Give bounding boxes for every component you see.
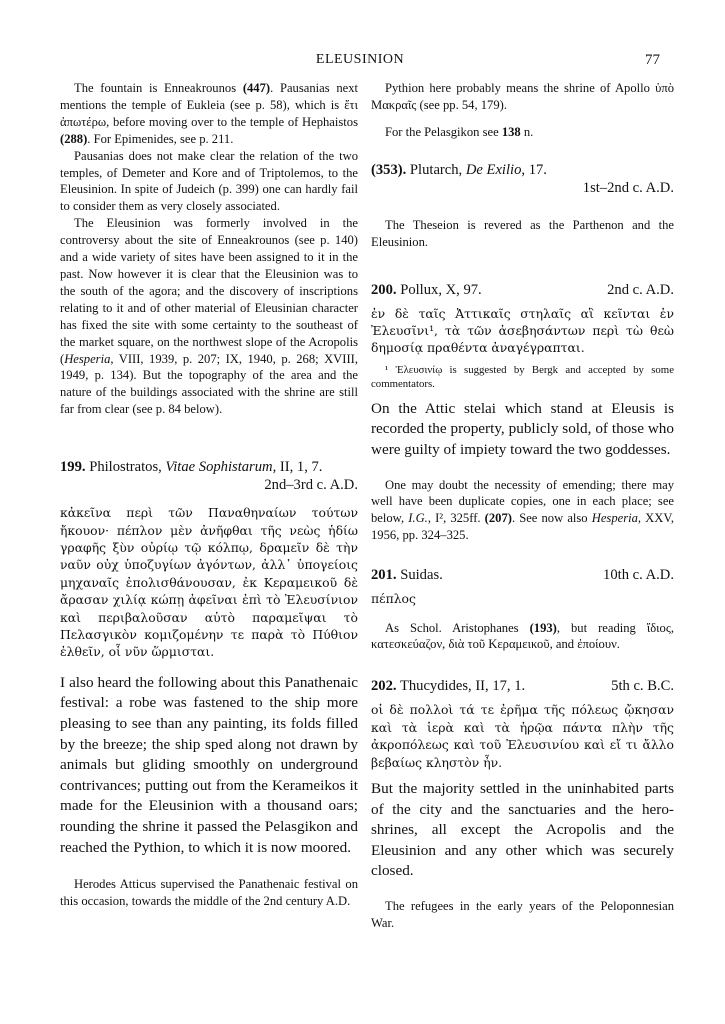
cross-reference: (288) [60,131,88,146]
entry-heading: 200. Pollux, X, 97. 2nd c. A.D. [371,281,674,298]
entry-heading: 199. Philostratos, Vitae Sophistarum, II, 1, 7. [60,459,323,476]
footnote: ¹ Ἐλευσινίῳ is suggested by Bergk and accepted by some commentators. [371,363,674,390]
entry-heading: (353). Plutarch, De Exilio, 17. [371,161,547,178]
entry-date: 5th c. B.C. [611,678,674,695]
translation: But the majority settled in the uninhabited parts of the city and the sanctuaries and the hero-shrines, all except the Acropolis and the Eleusinion and any other which was securely closed. [371,780,674,880]
entry-date: 10th c. A.D. [603,567,674,584]
entry-353 [371,161,674,251]
right-column [371,80,674,932]
entry-date: 1st–2nd c. A.D. [582,179,674,196]
entry-199 [60,458,358,910]
running-head: ELEUSINION [315,52,405,67]
greek-text: πέπλος [371,591,416,607]
commentary-paragraph: The Eleusinion was formerly involved in the controversy about the site of Enneakrounos (see p. 140) and a wide variety of sites have been assigned to it in the past. Now however it is clear that the Eleusinion was to the south of the agora; and the discovery of inscriptions relating to it and of other material of Eleusinian character has fixed the site with some certainty to the southeast of the market square, on the northwest slope of the Acropolis (Hesperia, VIII, 1939, p. 207; IX, 1940, p. 268; XVIII, 1949, p. 134). But the topography of the area and the nature of the buildings associated with the shrine are still far from clear (see p. 84 below). [60,216,358,417]
entry-comment: The refugees in the early years of the Peloponnesian War. [371,898,674,930]
greek-text: κἀκεῖνα περὶ τῶν Παναθηναίων τούτων ἤκουον· πέπλον μὲν ἀνῆφθαι τῆς νεὼς ἡδίω γραφῆς ξὺν οὐρίῳ τῷ κόλπῳ, δραμεῖν δὲ τὴν ναῦν οὐχ ὑποζυγίων ἀγόντων, ἀλλ᾽ ὑπογείοις μηχαναῖς ἐπολισθάνουσαν, ἐκ Κεραμεικοῦ δὲ ἄρασαν χιλίᾳ κώπῃ ἀφεῖναι ἐπὶ τὸ Ἐλευσίνιον καὶ περιβαλοῦσαν αὐτὸ παραμεῖψαι τὸ Πελασγικὸν κομιζομένην τε παρὰ τὸ Πύθιον ἐλθεῖν, οἷ νῦν ὥρμισται. [60,505,358,660]
entry-comment: One may doubt the necessity of emending; there may well have been duplicate copies, one in each place; see below, I.G., I², 325ff. (207). See now also Hesperia, XXV, 1956, pp. 324–325. [371,477,674,543]
entry-200 [371,281,674,545]
commentary-paragraph: Pausanias does not make clear the relation of the two temples, of Demeter and Kore and of Triptolemos, to the Eleusinion. In spite of Judeich (p. 399) one can hardly fail to consider them as very closely associated. [60,148,358,214]
work-title: Vitae Sophistarum [165,459,273,476]
greek-text: οἱ δὲ πολλοὶ τά τε ἐρῆμα τῆς πόλεως ᾤκησαν καὶ τὰ ἱερὰ καὶ τὰ ἡρῷα πάντα πλὴν τῆς ἀκροπόλεως καὶ τοῦ Ἐλευσινίου καὶ εἴ τι ἄλλο βεβαίως κληστὸν ἦν. [371,702,674,770]
entry-date: 2nd–3rd c. A.D. [264,477,358,494]
entry-number: 200. [371,281,397,298]
cross-reference: (447) [242,81,271,95]
entry-201 [371,566,674,653]
cross-reference: (207) [484,511,512,526]
journal-title: Hesperia [64,351,111,366]
left-column [60,80,358,910]
entry-202 [371,677,674,931]
greek-text: ἐν δὲ ταῖς Ἀττικαῖς στηλαῖς αἳ κεῖνται ἐν Ἐλευσῖνι¹, τὰ τῶν ἀσεβησάντων περὶ τὼ θεὼ δημοσίᾳ πραθέντα ἀναγέγραπται. [371,305,674,356]
entry-heading: 201. Suidas. 10th c. A.D. [371,567,674,584]
entry-heading: 202. Thucydides, II, 17, 1. 5th c. B.C. [371,678,674,695]
page-header [60,52,660,72]
entry-number: 199. [60,459,86,476]
commentary-paragraph: Pythion here probably means the shrine of Apollo ὑπὸ Μακραῖς (see pp. 54, 179). [371,81,674,112]
entry-number: 202. [371,678,397,695]
commentary-paragraph: For the Pelasgikon see 138 n. [385,124,534,139]
entry-comment: Herodes Atticus supervised the Panathenaic festival on this occasion, towards the middle of the 2nd century A.D. [60,877,358,909]
translation: On the Attic stelai which stand at Eleusis is recorded the property, publicly sold, of those who were guilty of impiety toward the two goddesses. [371,399,674,458]
cross-reference: (193) [529,620,557,635]
work-title: De Exilio [465,161,522,178]
commentary-paragraph: The fountain is Enneakrounos (447). Pausanias next mentions the temple of Eukleia (see p. 58), which is ἔτι ἀπωτέρω, before moving over to the temple of Hephaistos (288). For Epimenides, see p. 211. [60,81,358,146]
entry-date: 2nd c. A.D. [607,281,674,298]
page-number: 77 [645,52,660,68]
translation: I also heard the following about this Panathenaic festival: a robe was fastened to the ship more pleasing to see than any painting, its folds filled by the breeze; the ship sped along not drawn by animals but gliding smoothly on underground contrivances; putting out from the Kerameikos it made for the Eleusinion with a thousand oars; rounding the shrine it passed the Pelasgikon and reached the Pythion, to which it is now moored. [60,673,358,856]
cross-reference: 138 [501,124,521,139]
entry-number: 201. [371,567,397,584]
entry-comment: The Theseion is revered as the Parthenon and the Eleusinion. [371,217,674,249]
entry-number: (353). [371,161,407,178]
entry-comment: As Schol. Aristophanes (193), but reading ἴδιος, κατεσκεύαζον, διὰ τοῦ Κεραμεικοῦ, and ἐποίουν. [371,620,674,652]
journal-title: Hesperia [591,511,638,526]
